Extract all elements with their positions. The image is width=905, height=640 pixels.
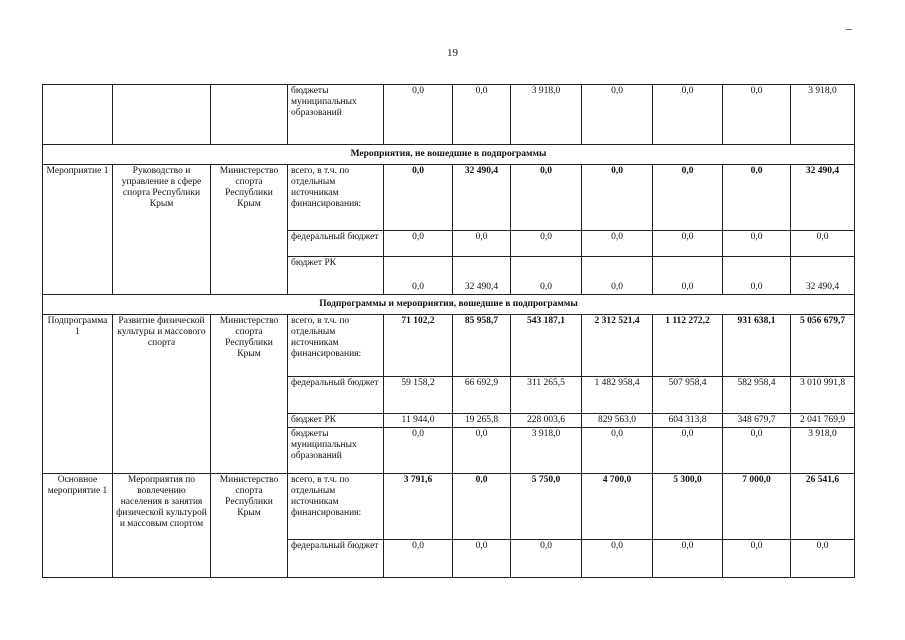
name-cell: Мероприятие 1 <box>43 165 113 295</box>
title-cell <box>113 85 211 145</box>
value-cell: 5 750,0 <box>511 474 582 540</box>
value-cell: 507 958,4 <box>653 377 723 414</box>
value-cell: 3 918,0 <box>791 85 855 145</box>
value-cell: 0,0 <box>384 257 453 295</box>
executor-cell: Министерство спорта Республики Крым <box>211 474 288 578</box>
value-cell: 0,0 <box>384 85 453 145</box>
title-cell: Руководство и управление в сфере спорта Республики Крым <box>113 165 211 295</box>
value-cell: 3 791,6 <box>384 474 453 540</box>
value-cell: 0,0 <box>453 428 511 474</box>
source-cell: бюджет РК <box>288 257 384 295</box>
value-cell: 0,0 <box>723 540 791 578</box>
table-row <box>43 315 855 377</box>
value-cell: 0,0 <box>653 231 723 257</box>
value-cell: 66 692,9 <box>453 377 511 414</box>
source-cell: федеральный бюджет <box>288 540 384 578</box>
value-cell: 228 003,6 <box>511 414 582 428</box>
value-cell: 1 482 958,4 <box>582 377 653 414</box>
value-cell: 5 300,0 <box>653 474 723 540</box>
value-cell: 0,0 <box>384 428 453 474</box>
value-cell: 0,0 <box>511 540 582 578</box>
value-cell: 0,0 <box>653 540 723 578</box>
table-row <box>43 85 855 145</box>
name-cell <box>43 85 113 145</box>
value-cell: 931 638,1 <box>723 315 791 377</box>
value-cell: 71 102,2 <box>384 315 453 377</box>
value-cell: 0,0 <box>384 231 453 257</box>
source-cell: федеральный бюджет <box>288 231 384 257</box>
source-cell: бюджеты муниципальных образований <box>288 85 384 145</box>
value-cell: 0,0 <box>384 540 453 578</box>
value-cell: 311 265,5 <box>511 377 582 414</box>
value-cell: 0,0 <box>582 85 653 145</box>
value-cell: 0,0 <box>582 257 653 295</box>
value-cell: 829 563,0 <box>582 414 653 428</box>
value-cell: 7 000,0 <box>723 474 791 540</box>
source-cell: всего, в т.ч. по отдельным источникам финансирования: <box>288 165 384 231</box>
value-cell: 4 700,0 <box>582 474 653 540</box>
value-cell: 0,0 <box>723 85 791 145</box>
value-cell: 3 918,0 <box>511 85 582 145</box>
value-cell: 0,0 <box>582 428 653 474</box>
section-title: Мероприятия, не вошедшие в подпрограммы <box>43 145 855 165</box>
value-cell: 3 918,0 <box>791 428 855 474</box>
executor-cell <box>211 85 288 145</box>
value-cell: 582 958,4 <box>723 377 791 414</box>
title-cell: Мероприятия по вовлечению населения в занятия физической культурой и массовым спортом <box>113 474 211 578</box>
value-cell: 0,0 <box>511 257 582 295</box>
name-cell: Основное мероприятие 1 <box>43 474 113 578</box>
value-cell: 0,0 <box>791 540 855 578</box>
corner-mark <box>846 29 852 30</box>
value-cell: 0,0 <box>453 540 511 578</box>
value-cell: 32 490,4 <box>791 257 855 295</box>
value-cell: 348 679,7 <box>723 414 791 428</box>
value-cell: 32 490,4 <box>453 165 511 231</box>
value-cell: 0,0 <box>511 231 582 257</box>
value-cell: 0,0 <box>582 540 653 578</box>
title-cell: Развитие физической культуры и массового спорта <box>113 315 211 474</box>
section-header <box>43 295 855 315</box>
source-cell: бюджет РК <box>288 414 384 428</box>
value-cell: 604 313,8 <box>653 414 723 428</box>
value-cell: 0,0 <box>653 85 723 145</box>
value-cell: 0,0 <box>791 231 855 257</box>
value-cell: 11 944,0 <box>384 414 453 428</box>
value-cell: 0,0 <box>582 231 653 257</box>
value-cell: 0,0 <box>723 257 791 295</box>
value-cell: 0,0 <box>653 428 723 474</box>
table-row <box>43 474 855 540</box>
value-cell: 3 010 991,8 <box>791 377 855 414</box>
value-cell: 32 490,4 <box>453 257 511 295</box>
budget-table <box>42 84 855 578</box>
value-cell: 0,0 <box>453 85 511 145</box>
value-cell: 1 112 272,2 <box>653 315 723 377</box>
value-cell: 59 158,2 <box>384 377 453 414</box>
value-cell: 0,0 <box>453 231 511 257</box>
value-cell: 0,0 <box>453 474 511 540</box>
value-cell: 2 041 769,9 <box>791 414 855 428</box>
value-cell: 0,0 <box>723 165 791 231</box>
value-cell: 26 541,6 <box>791 474 855 540</box>
value-cell: 19 265,8 <box>453 414 511 428</box>
source-cell: всего, в т.ч. по отдельным источникам финансирования: <box>288 315 384 377</box>
value-cell: 0,0 <box>384 165 453 231</box>
page-number: 19 <box>447 47 458 59</box>
value-cell: 0,0 <box>653 257 723 295</box>
name-cell: Подпрограмма 1 <box>43 315 113 474</box>
value-cell: 5 056 679,7 <box>791 315 855 377</box>
value-cell: 3 918,0 <box>511 428 582 474</box>
table-row <box>43 165 855 231</box>
value-cell: 0,0 <box>723 428 791 474</box>
value-cell: 0,0 <box>511 165 582 231</box>
value-cell: 0,0 <box>723 231 791 257</box>
section-header <box>43 145 855 165</box>
section-title: Подпрограммы и мероприятия, вошедшие в подпрограммы <box>43 295 855 315</box>
value-cell: 32 490,4 <box>791 165 855 231</box>
executor-cell: Министерство спорта Республики Крым <box>211 165 288 295</box>
value-cell: 543 187,1 <box>511 315 582 377</box>
source-cell: федеральный бюджет <box>288 377 384 414</box>
value-cell: 85 958,7 <box>453 315 511 377</box>
value-cell: 0,0 <box>582 165 653 231</box>
value-cell: 2 312 521,4 <box>582 315 653 377</box>
source-cell: всего, в т.ч. по отдельным источникам финансирования: <box>288 474 384 540</box>
value-cell: 0,0 <box>653 165 723 231</box>
executor-cell: Министерство спорта Республики Крым <box>211 315 288 474</box>
source-cell: бюджеты муниципальных образований <box>288 428 384 474</box>
